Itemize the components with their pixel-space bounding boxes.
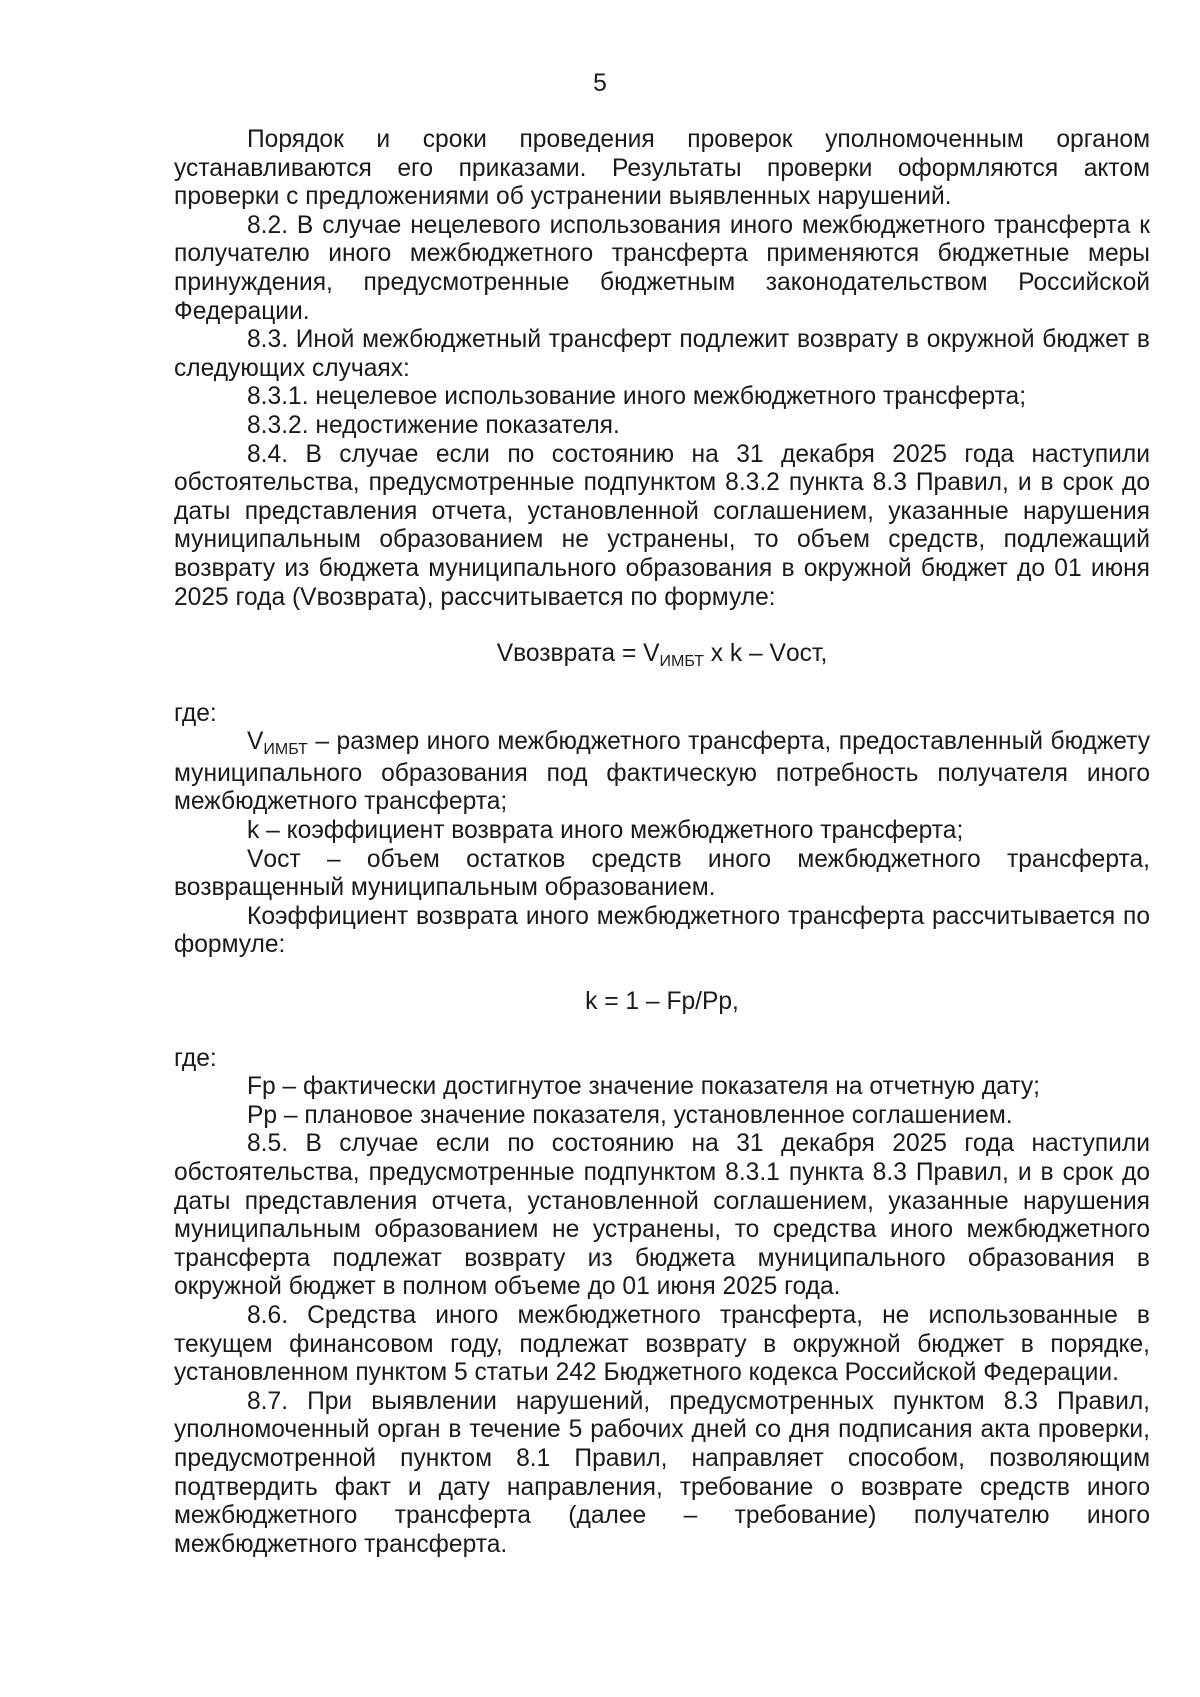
definition-v-imbt-symbol: V bbox=[247, 728, 264, 756]
paragraph-8-2: 8.2. В случае нецелевого использования иного межбюджетного трансферта к получателю иного межбюджетного трансферта применяются бюджетные меры принуждения, предусмотренные бюджетным законодательством Российской Федерации. bbox=[174, 211, 1150, 325]
paragraph-8-3-1: 8.3.1. нецелевое использование иного межбюджетного трансферта; bbox=[247, 383, 1027, 411]
paragraph-8-3-2: 8.3.2. недостижение показателя. bbox=[247, 411, 620, 439]
paragraph-inspection-procedure: Порядок и сроки проведения проверок уполномоченным органом устанавливаются его приказами. Результаты проверки оформляются актом проверки с предложениями об устранении выявленных нарушений. bbox=[174, 126, 1150, 211]
paragraph-8-4: 8.4. В случае если по состоянию на 31 декабря 2025 года наступили обстоятельства, предусмотренные подпунктом 8.3.2 пункта 8.3 Правил, и в срок до даты представления отчета, установленной соглашением, указанные нарушения муниципальным образованием не устранены, то объем средств, подлежащий возврату из бюджета муниципального образования в окружной бюджет до 01 июня 2025 года (Vвозврата), рассчитывается по формуле: bbox=[174, 440, 1150, 611]
definition-v-ost: Vост – объем остатков средств иного межбюджетного трансферта, возвращенный муниципальным образованием. bbox=[174, 845, 1150, 902]
definition-fp: Fp – фактически достигнутое значение показателя на отчетную дату; bbox=[247, 1073, 1040, 1101]
paragraph-8-7: 8.7. При выявлении нарушений, предусмотренных пунктом 8.3 Правил, уполномоченный орган в течение 5 рабочих дней со дня подписания акта проверки, предусмотренной пунктом 8.1 Правил, направляет способом, позволяющим подтвердить факт и дату направления, требование о возврате средств иного межбюджетного трансферта (далее – требование) получателю иного межбюджетного трансферта. bbox=[174, 1387, 1150, 1558]
where-label-2: где: bbox=[174, 1044, 217, 1072]
where-label: где: bbox=[174, 699, 217, 727]
formula-return-volume-subscript: ИМБТ bbox=[659, 653, 704, 671]
paragraph-8-5: 8.5. В случае если по состоянию на 31 декабря 2025 года наступили обстоятельства, предусмотренные подпунктом 8.3.1 пункта 8.3 Правил, и в срок до даты представления отчета, установленной соглашением, указанные нарушения муниципальным образованием не устранены, то средства иного межбюджетного трансферта подлежат возврату из бюджета муниципального образования в окружной бюджет в полном объеме до 01 июня 2025 года. bbox=[174, 1130, 1150, 1301]
formula-return-volume-right: x k – Vост, bbox=[703, 640, 828, 668]
definition-v-imbt-text: – размер иного межбюджетного трансферта, предоставленный бюджету муниципального образования под фактическую потребность получателя иного межбюджетного трансферта; bbox=[174, 728, 1150, 816]
paragraph-8-3: 8.3. Иной межбюджетный трансферт подлежит возврату в окружной бюджет в следующих случаях: bbox=[174, 326, 1150, 382]
definition-k: k – коэффициент возврата иного межбюджетного трансферта; bbox=[247, 817, 964, 845]
definition-v-imbt bbox=[174, 728, 1150, 817]
definition-v-imbt-subscript: ИМБТ bbox=[263, 741, 308, 759]
formula-coefficient: k = 1 – Fp/Pp, bbox=[585, 988, 739, 1016]
document-body bbox=[174, 126, 1150, 1559]
formula-return-volume-left: Vвозврата = V bbox=[496, 640, 660, 668]
paragraph-coefficient-intro: Коэффициент возврата иного межбюджетного трансферта рассчитывается по формуле: bbox=[174, 902, 1150, 959]
formula-return-volume bbox=[174, 640, 1150, 672]
paragraph-8-6: 8.6. Средства иного межбюджетного трансферта, не использованные в текущем финансовом году, подлежат возврату в окружной бюджет в порядке, установленном пунктом 5 статьи 242 Бюджетного кодекса Российской Федерации. bbox=[174, 1301, 1150, 1387]
definition-pp: Pp – плановое значение показателя, установленное соглашением. bbox=[247, 1101, 1013, 1129]
page-number: 5 bbox=[593, 70, 607, 97]
